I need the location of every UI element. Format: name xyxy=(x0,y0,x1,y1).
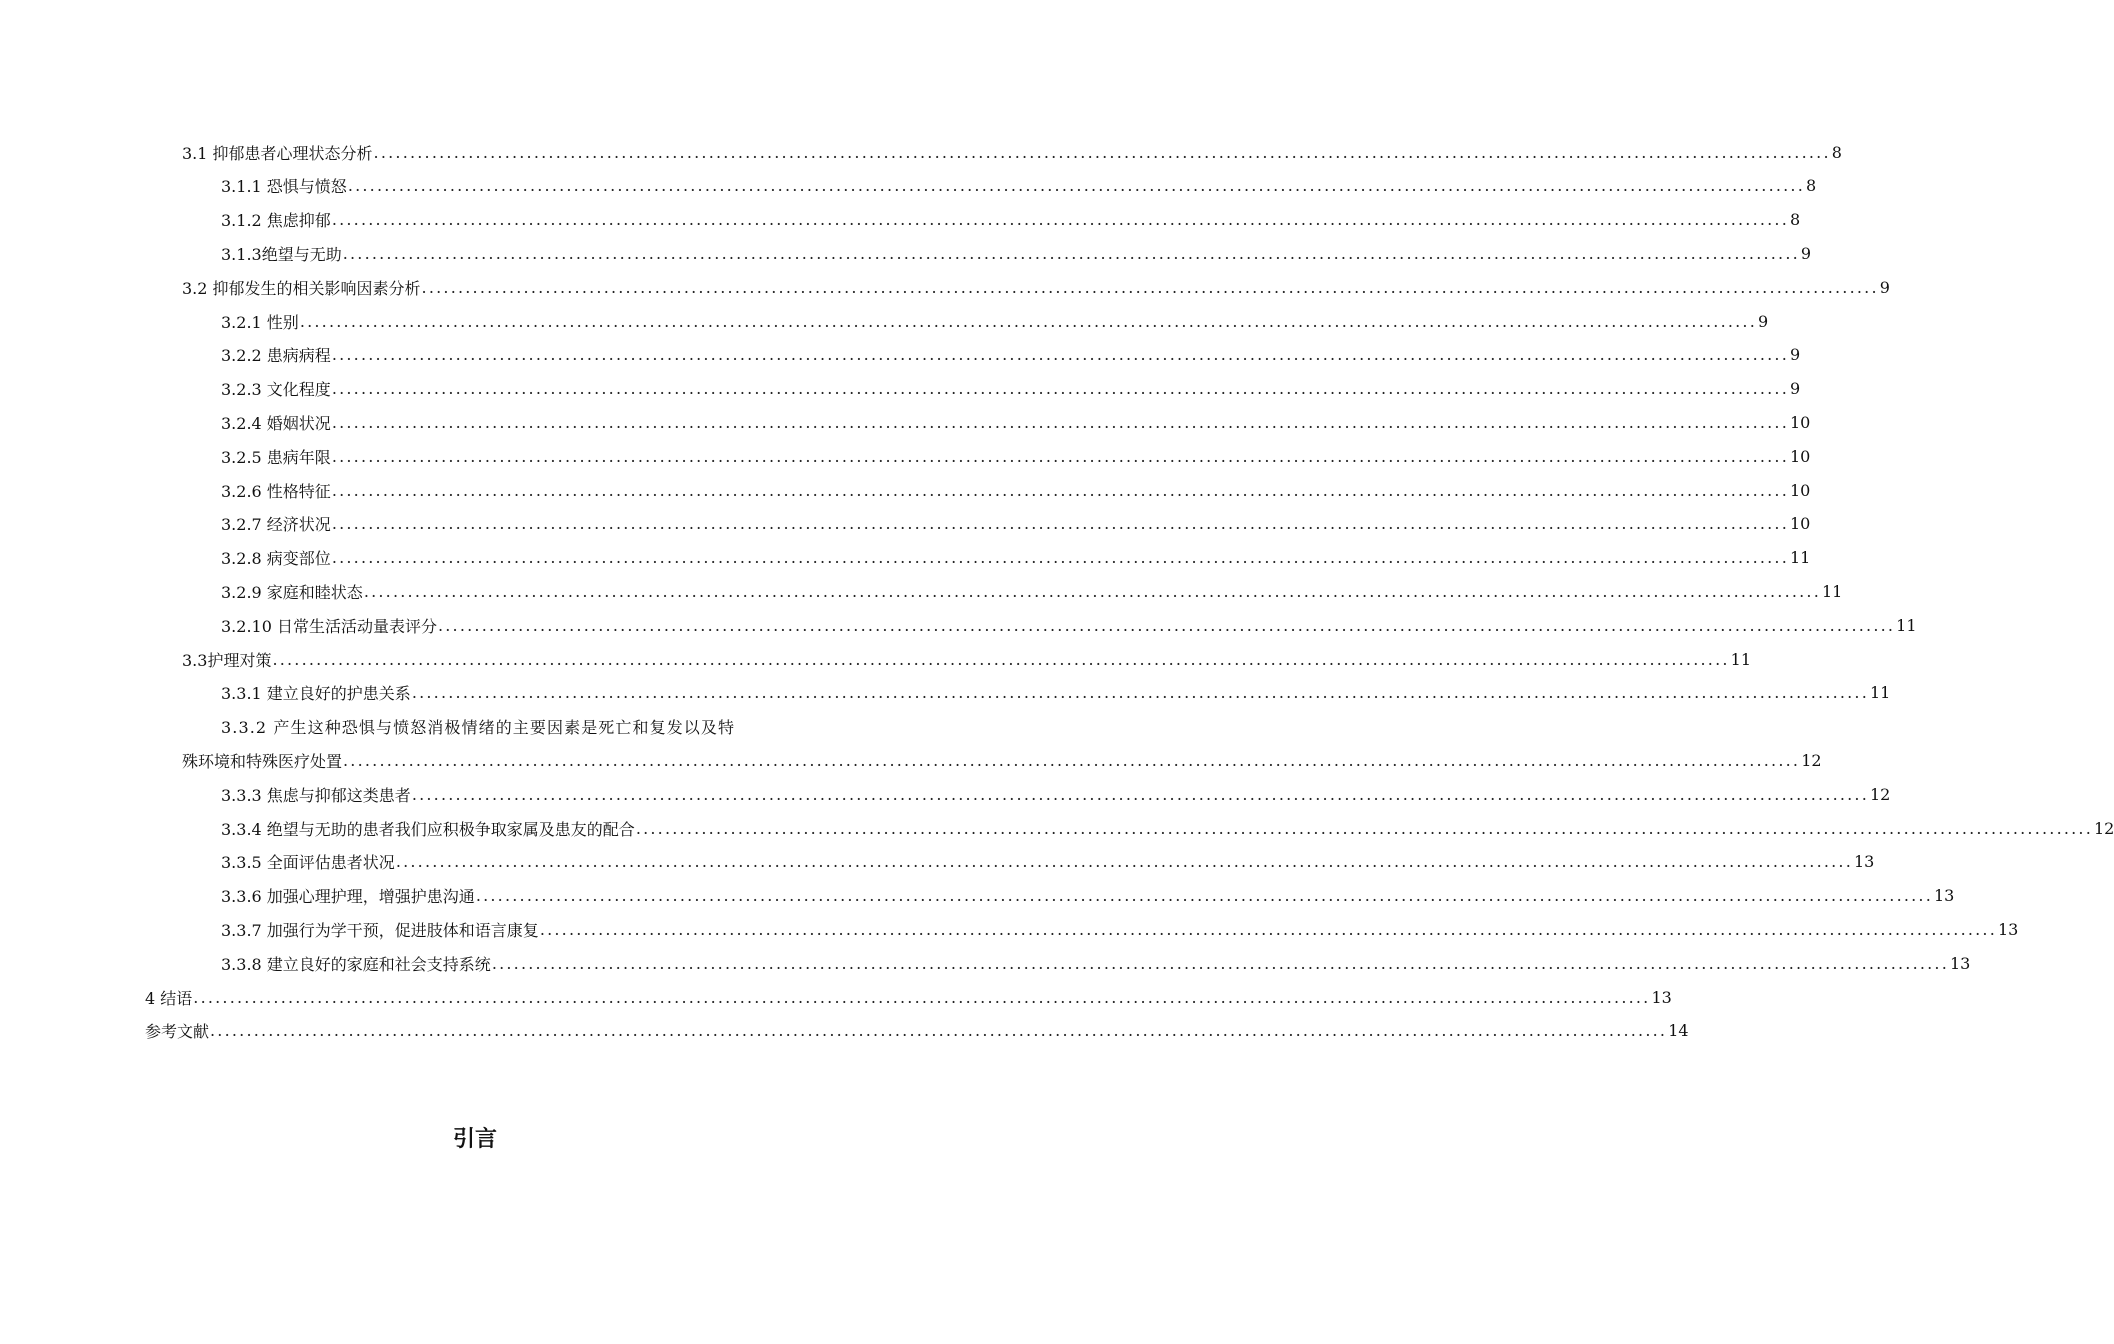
toc-entry-label: 3.3.6 加强心理护理，增强护患沟通 xyxy=(221,887,475,907)
toc-leader-dots: ........................................................................................................................................................................................................ xyxy=(421,277,1879,297)
toc-entry-label: 殊环境和特殊医疗处置 xyxy=(182,751,343,771)
toc-leader-dots: ........................................................................................................................................................................................................ xyxy=(411,784,1869,804)
toc-entry[interactable] xyxy=(221,439,1811,473)
toc-entry-label: 3.2.1 性别 xyxy=(221,312,299,332)
toc-page-number: 10 xyxy=(1790,412,1811,432)
toc-leader-dots: ........................................................................................................................................................................................................ xyxy=(475,886,1933,906)
toc-entry[interactable] xyxy=(221,304,1769,338)
toc-entry-label: 3.1.2 焦虑抑郁 xyxy=(221,211,331,231)
toc-page-number: 14 xyxy=(1668,1021,1689,1041)
toc-entry[interactable] xyxy=(221,574,1843,608)
toc-entry[interactable] xyxy=(221,169,1817,203)
toc-entry[interactable] xyxy=(145,1014,1689,1048)
toc-page-number: 8 xyxy=(1790,210,1801,230)
toc-entry[interactable] xyxy=(221,203,1801,237)
toc-page-number: 9 xyxy=(1879,277,1890,297)
toc-page-number: 10 xyxy=(1790,480,1811,500)
toc-entry-label: 参考文献 xyxy=(145,1022,210,1042)
toc-entry[interactable] xyxy=(182,135,1842,169)
toc-leader-dots: ........................................................................................................................................................................................................ xyxy=(635,818,2093,838)
toc-leader-dots: ........................................................................................................................................................................................................ xyxy=(272,649,1730,669)
toc-leader-dots: ........................................................................................................................................................................................................ xyxy=(363,581,1821,601)
toc-leader-dots: ........................................................................................................................................................................................................ xyxy=(193,987,1651,1007)
toc-page-number: 11 xyxy=(1790,548,1811,568)
toc-page-number: 11 xyxy=(1822,581,1843,601)
toc-page-number: 13 xyxy=(1651,987,1672,1007)
toc-entry[interactable] xyxy=(221,405,1811,439)
toc-entry-label: 3.3.7 加强行为学干预，促进肢体和语言康复 xyxy=(221,920,539,940)
toc-page-number: 10 xyxy=(1790,446,1811,466)
toc-entry-label: 3.3.8 建立良好的家庭和社会支持系统 xyxy=(221,954,491,974)
toc-leader-dots: ........................................................................................................................................................................................................ xyxy=(331,210,1789,230)
toc-leader-dots: ........................................................................................................................................................................................................ xyxy=(331,514,1789,534)
toc-entry-label: 3.2.9 家庭和睦状态 xyxy=(221,582,363,602)
toc-leader-dots: ........................................................................................................................................................................................................ xyxy=(331,412,1789,432)
toc-page-number: 9 xyxy=(1758,311,1769,331)
toc-entry[interactable] xyxy=(221,608,1917,642)
toc-leader-dots: ........................................................................................................................................................................................................ xyxy=(373,142,1831,162)
toc-entry[interactable] xyxy=(182,270,1890,304)
toc-page-number: 13 xyxy=(1998,919,2019,939)
toc-leader-dots: ........................................................................................................................................................................................................ xyxy=(343,750,1801,770)
toc-entry-label: 3.2.10 日常生活活动量表评分 xyxy=(221,616,437,636)
toc-page-number: 13 xyxy=(1934,886,1955,906)
toc-entry-line xyxy=(221,710,806,744)
toc-leader-dots: ........................................................................................................................................................................................................ xyxy=(331,345,1789,365)
toc-page-number: 11 xyxy=(1870,683,1891,703)
toc-leader-dots: ........................................................................................................................................................................................................ xyxy=(299,311,1757,331)
toc-entry-label: 3.2 抑郁发生的相关影响因素分析 xyxy=(182,278,421,298)
toc-entry-label: 3.1.3绝望与无助 xyxy=(221,244,342,264)
toc-entry-label: 3.3.5 全面评估患者状况 xyxy=(221,853,395,873)
toc-page-number: 13 xyxy=(1854,852,1875,872)
toc-entry-label: 3.1 抑郁患者心理状态分析 xyxy=(182,143,373,163)
toc-page-number: 10 xyxy=(1790,514,1811,534)
toc-page-number: 11 xyxy=(1896,615,1917,635)
toc-page-number: 11 xyxy=(1730,649,1751,669)
toc-entry[interactable] xyxy=(221,879,1955,913)
toc-page-number: 9 xyxy=(1790,345,1801,365)
toc-entry-label: 3.2.7 经济状况 xyxy=(221,515,331,535)
toc-entry[interactable] xyxy=(145,980,1672,1014)
toc-entry-label: 3.2.6 性格特征 xyxy=(221,481,331,501)
toc-leader-dots: ........................................................................................................................................................................................................ xyxy=(342,243,1800,263)
toc-entry[interactable] xyxy=(221,507,1811,541)
toc-leader-dots: ........................................................................................................................................................................................................ xyxy=(210,1021,1668,1041)
toc-leader-dots: ........................................................................................................................................................................................................ xyxy=(437,615,1896,635)
toc-page-number: 13 xyxy=(1950,953,1971,973)
toc-page-number: 12 xyxy=(1870,784,1891,804)
toc-entry[interactable] xyxy=(221,236,1812,270)
toc-entry[interactable] xyxy=(221,473,1811,507)
toc-entry[interactable] xyxy=(221,676,1891,710)
toc-leader-dots: ........................................................................................................................................................................................................ xyxy=(331,548,1789,568)
toc-page-number: 9 xyxy=(1800,243,1812,263)
toc-entry[interactable] xyxy=(221,845,1875,879)
toc-entry[interactable] xyxy=(221,811,2114,845)
toc-leader-dots: ........................................................................................................................................................................................................ xyxy=(331,480,1789,500)
toc-entry-label: 3.2.2 患病病程 xyxy=(221,346,331,366)
toc-leader-dots: ........................................................................................................................................................................................................ xyxy=(491,953,1949,973)
toc-page-number: 12 xyxy=(1801,750,1822,770)
toc-entry-label: 3.3.1 建立良好的护患关系 xyxy=(221,684,411,704)
toc-entry[interactable] xyxy=(221,372,1801,406)
toc-entry[interactable] xyxy=(182,743,1822,777)
toc-page-number: 9 xyxy=(1790,379,1801,399)
toc-entry-label: 3.3.2 产生这种恐惧与愤怒消极情绪的主要因素是死亡和复发以及特 xyxy=(221,718,736,738)
toc-entry[interactable] xyxy=(182,642,1751,676)
toc-leader-dots: ........................................................................................................................................................................................................ xyxy=(347,176,1805,196)
toc-leader-dots: ........................................................................................................................................................................................................ xyxy=(331,379,1789,399)
toc-entry-label: 3.2.5 患病年限 xyxy=(221,447,331,467)
toc-entry[interactable] xyxy=(221,946,1971,980)
section-title: 引言 xyxy=(452,1127,497,1152)
toc-entry[interactable] xyxy=(221,541,1811,575)
toc-entry-label: 3.2.3 文化程度 xyxy=(221,380,331,400)
toc-entry[interactable] xyxy=(221,912,2019,946)
toc-entry-label: 3.3.3 焦虑与抑郁这类患者 xyxy=(221,785,411,805)
toc-leader-dots: ........................................................................................................................................................................................................ xyxy=(395,852,1853,872)
toc-entry-label: 3.3.4 绝望与无助的患者我们应积极争取家属及患友的配合 xyxy=(221,819,635,839)
toc-entry-label: 3.2.8 病变部位 xyxy=(221,549,331,569)
toc-page-number: 12 xyxy=(2094,818,2114,838)
toc-leader-dots: ........................................................................................................................................................................................................ xyxy=(411,683,1869,703)
toc-leader-dots: ........................................................................................................................................................................................................ xyxy=(539,919,1997,939)
toc-entry[interactable] xyxy=(221,777,1891,811)
toc-page-number: 8 xyxy=(1831,142,1842,162)
toc-leader-dots: ........................................................................................................................................................................................................ xyxy=(331,446,1789,466)
toc-entry-label: 4 结语 xyxy=(145,988,193,1008)
toc-page-number: 8 xyxy=(1806,176,1817,196)
toc-entry-label: 3.2.4 婚姻状况 xyxy=(221,413,331,433)
toc-entry[interactable] xyxy=(221,338,1801,372)
toc-entry-label: 3.3护理对策 xyxy=(182,650,272,670)
toc-entry-label: 3.1.1 恐惧与愤怒 xyxy=(221,177,347,197)
